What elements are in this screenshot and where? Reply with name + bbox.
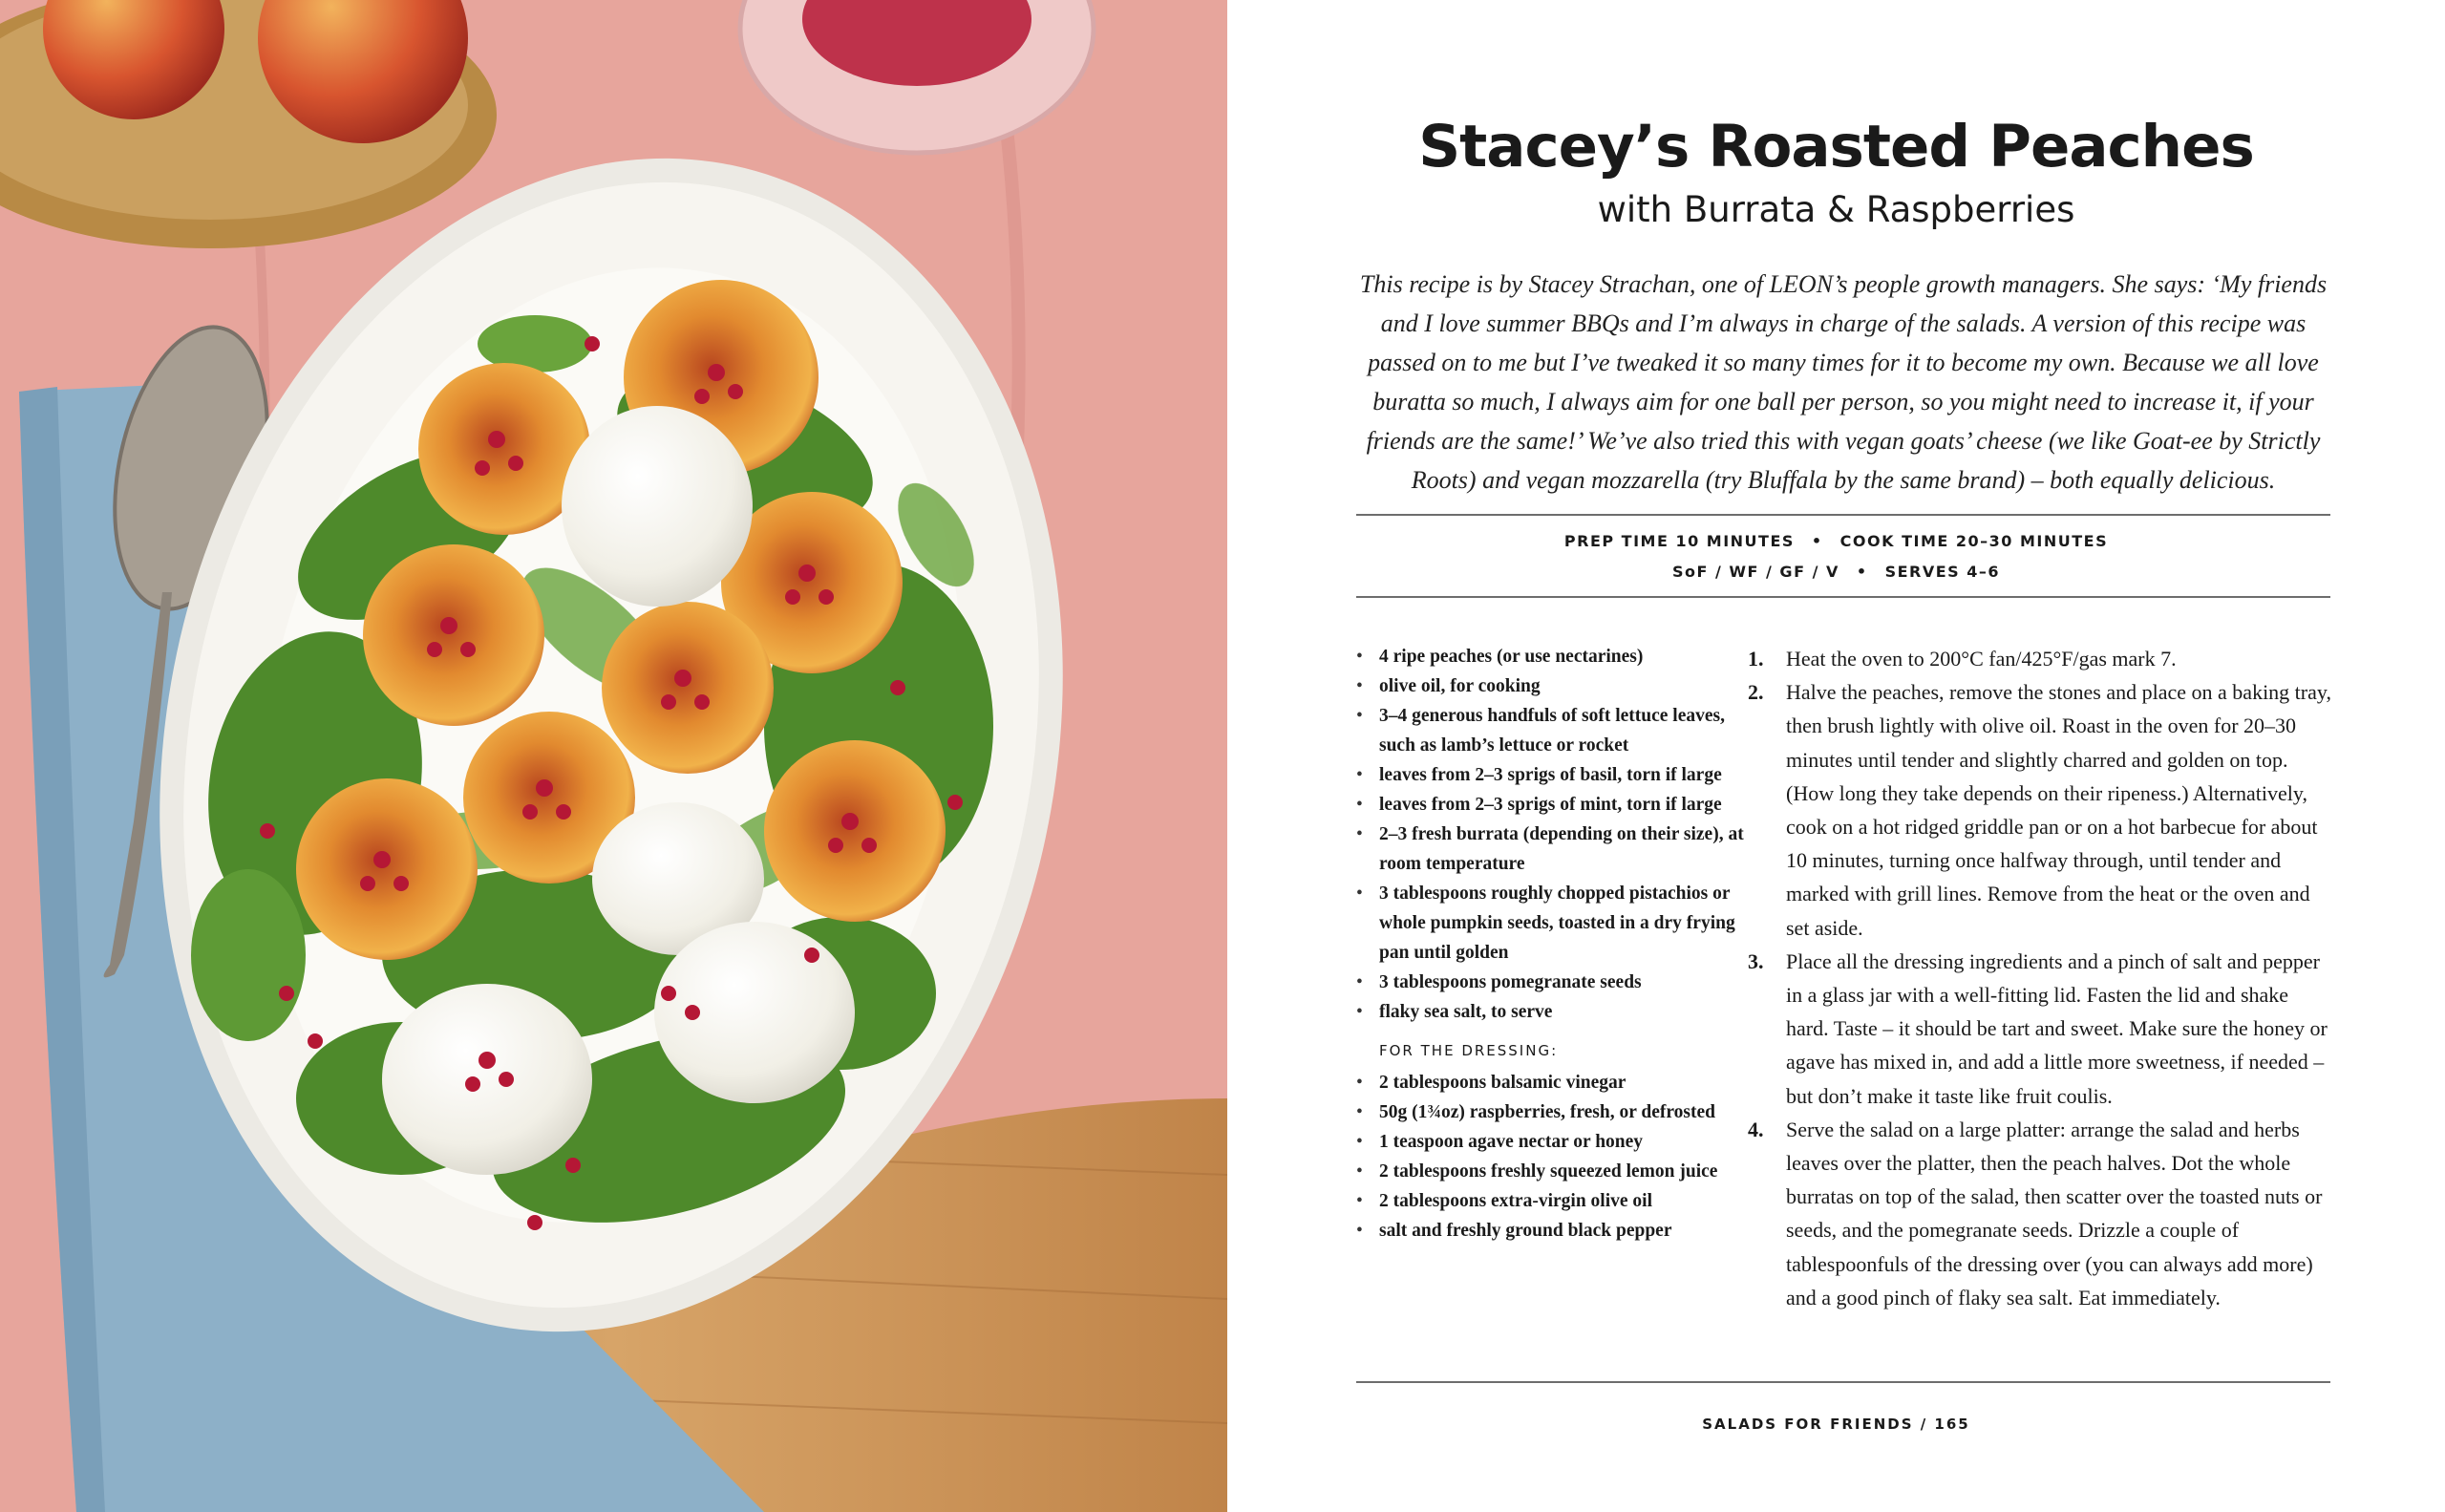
method-step [1748,675,2335,945]
ingredient-item: • 2–3 fresh burrata (depending on their size), at room temperature [1356,820,1748,879]
recipe-timing [1227,532,2445,550]
step-text: Place all the dressing ingredients and a pinch of salt and pepper in a glass jar with a well-fitting lid. Fasten the lid and shake hard. Taste – it should be tart and sweet. Make sure the honey or agave has mixed in, and add a little more sweetness, if needed – but don’t make it taste like fruit coulis. [1786,948,2328,1108]
ingredient-item: • flaky sea salt, to serve [1356,997,1748,1027]
cook-time: COOK TIME 20–30 MINUTES [1839,532,2109,550]
recipe-title: Stacey’s Roasted Peaches [1418,113,2254,181]
recipe-subtitle: with Burrata & Raspberries [1597,189,2075,230]
step-text: Halve the peaches, remove the stones and place on a baking tray, then brush lightly with olive oil. Roast in the oven for 20–30 minutes until tender and slightly charred and golden on top. (How long they take depends on their ripeness.) Alternatively, cook on a hot ridged griddle pan or on a hot barbecue for about 10 minutes, turning once halfway through, until tender and marked with grill lines. Remove from the heat or the oven and set aside. [1786,680,2331,940]
recipe-intro: This recipe is by Stacey Strachan, one of LEON’s people growth managers. She says: ‘My friends and I love summer BBQs and I’m always in charge of the salads. A version of this recipe was passed on to me but I’ve tweaked it so many times for it to become my own. Because we all love buratta so much, I always aim for one ball per person, so you might need to increase it, if your friends are the same!’ We’ve also tried this with vegan goats’ cheese (we like Goat-ee by Strictly Roots) and vegan mozzarella (try Bluffala by the same brand) – both equally delicious. [1359,270,2328,494]
ingredient-item: • leaves from 2–3 sprigs of mint, torn if large [1356,790,1748,820]
ingredients-list [1356,642,1748,1246]
dressing-heading: FOR THE DRESSING: [1379,1042,1559,1059]
ingredient-item: • 3 tablespoons roughly chopped pistachios or whole pumpkin seeds, toasted in a dry frying pan until golden [1356,879,1748,968]
step-number: 1. [1748,647,1764,671]
method-step [1748,945,2335,1113]
ingredient-item: • olive oil, for cooking [1356,671,1748,701]
method-step [1748,642,2335,675]
step-text: Heat the oven to 200°C fan/425°F/gas mark 7. [1786,647,2177,671]
page-footer: SALADS FOR FRIENDS / 165 [1702,1416,1970,1433]
meta-separator: • [1856,563,1868,581]
dressing-item: • 2 tablespoons freshly squeezed lemon juice [1356,1157,1748,1186]
dressing-item: • salt and freshly ground black pepper [1356,1216,1748,1246]
meta-separator: • [1811,532,1823,550]
dressing-item: • 1 teaspoon agave nectar or honey [1356,1127,1748,1157]
recipe-page [1227,0,2445,1512]
ingredient-item: • 3 tablespoons pomegranate seeds [1356,968,1748,997]
step-text: Serve the salad on a large platter: arrange the salad and herbs leaves over the platter, then the peach halves. Dot the whole burratas on top of the salad, then scatter over the toasted nuts or seeds, and the pomegranate seeds. Drizzle a couple of tablespoonfuls of the dressing over (you can always add more) and a good pinch of flaky sea salt. Eat immediately. [1786,1117,2323,1310]
method-steps [1748,642,2335,1314]
method-step [1748,1113,2335,1314]
ingredient-item: • 3–4 generous handfuls of soft lettuce leaves, such as lamb’s lettuce or rocket [1356,701,1748,760]
dressing-item: • 50g (1¾oz) raspberries, fresh, or defrosted [1356,1097,1748,1127]
step-number: 4. [1748,1117,1764,1141]
bottom-divider [1356,1381,2330,1383]
step-number: 2. [1748,680,1764,705]
dressing-item: • 2 tablespoons balsamic vinegar [1356,1068,1748,1097]
diet-tags: SoF / WF / GF / V [1671,563,1839,581]
serves: SERVES 4–6 [1884,563,2001,581]
top-divider [1356,514,2330,516]
prep-time: PREP TIME 10 MINUTES [1563,532,1795,550]
meta-divider [1356,596,2330,598]
dressing-item: • 2 tablespoons extra-virgin olive oil [1356,1186,1748,1216]
ingredient-item: • leaves from 2–3 sprigs of basil, torn if large [1356,760,1748,790]
step-number: 3. [1748,948,1764,973]
recipe-diet-serves [1227,563,2445,581]
ingredient-item: • 4 ripe peaches (or use nectarines) [1356,642,1748,671]
